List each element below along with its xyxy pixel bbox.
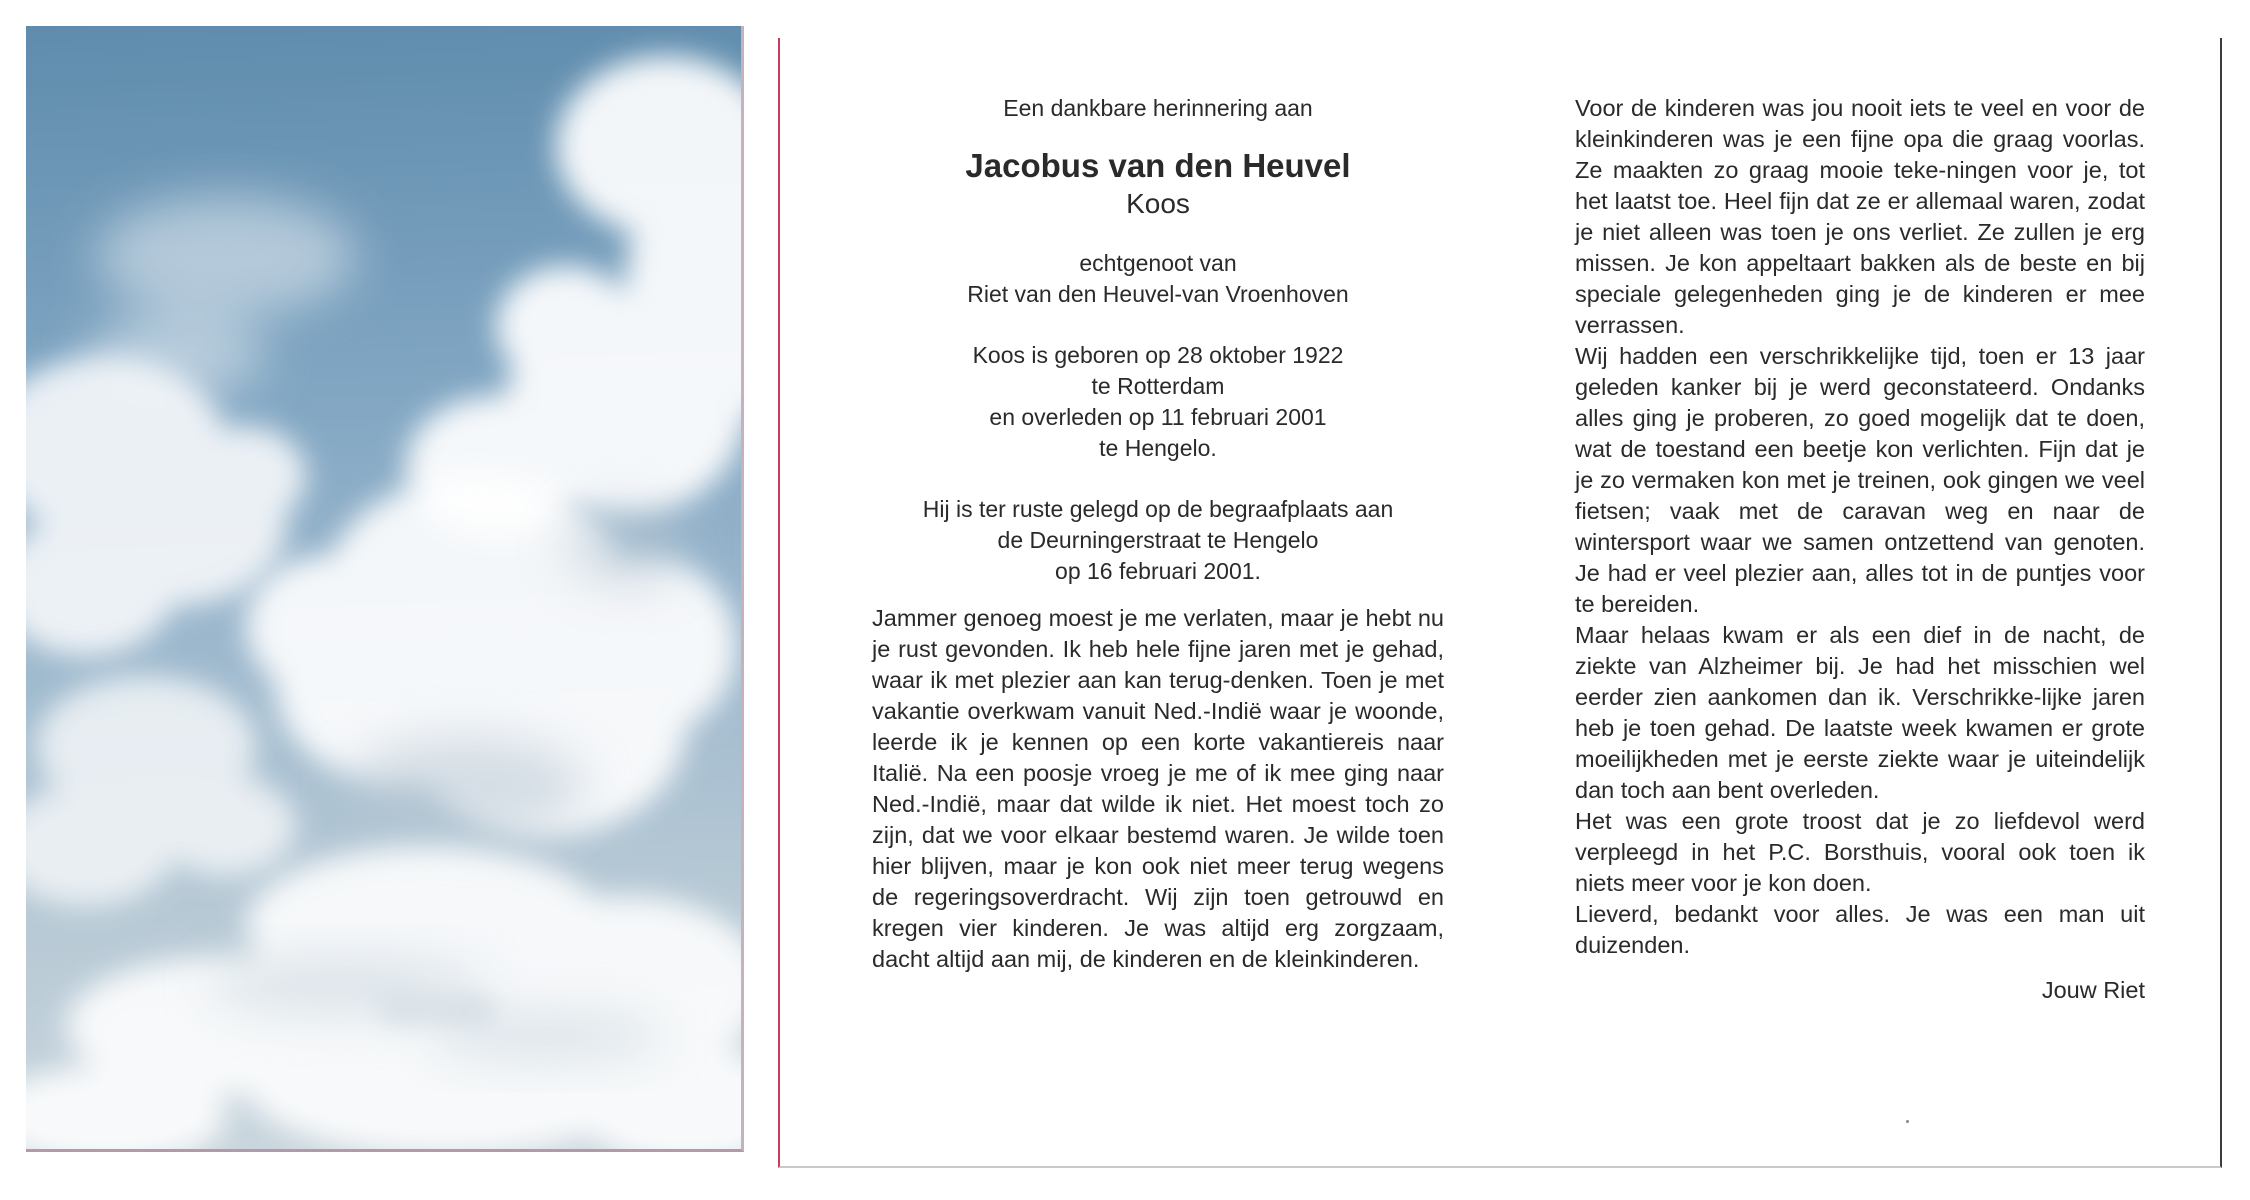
deceased-name: Jacobus van den Heuvel	[965, 147, 1351, 184]
memorial-paragraph-4: Het was een grote troost dat je zo liefdevol werd verpleegd in het P.C. Borsthuis, vooral ook toen ik niets meer voor je kon doen.	[1575, 808, 2145, 896]
deceased-nickname: Koos	[1126, 188, 1190, 219]
left-column	[872, 93, 1444, 975]
intro-line: Een dankbare herinnering aan	[1003, 95, 1313, 121]
sky-photo-card	[26, 26, 744, 1152]
memorial-text-card	[778, 38, 2222, 1168]
death-date-line: en overleden op 11 februari 2001	[989, 404, 1327, 430]
memorial-text-left: Jammer genoeg moest je me verlaten, maar je hebt nu je rust gevonden. Ik heb hele fijne jaren met je gehad, waar ik met plezier aan kan terug-denken. Toen je met vakantie overkwam vanuit Ned.-Indië waar je woonde, leerde ik je kennen op een korte vakantiereis naar Italië. Na een poosje vroeg je me of ik mee ging naar Ned.-Indië, maar dat wilde ik niet. Het moest toch zo zijn, dat we voor elkaar bestemd waren. Je wilde toen hier blijven, maar je kon ook niet meer terug wegens de regeringsoverdracht. Wij zijn toen getrouwd en kregen vier kinderen. Je was altijd erg zorgzaam, dacht altijd aan mij, de kinderen en de kleinkinderen.	[872, 605, 1444, 972]
header-block	[872, 93, 1444, 587]
signoff: Jouw Riet	[2041, 977, 2145, 1003]
spouse-name: Riet van den Heuvel-van Vroenhoven	[967, 281, 1349, 307]
right-column	[1575, 93, 2145, 1006]
memorial-paragraph-3: Maar helaas kwam er als een dief in de nacht, de ziekte van Alzheimer bij. Je had het misschien wel eerder zien aankomen dan ik. Verschrikke-lijke jaren heb je toen gehad. De laatste week kwamen er grote moeilijkheden met je eerste ziekte waar je uiteindelijk dan toch aan bent overleden.	[1575, 622, 2145, 803]
burial-line-2: de Deurningerstraat te Hengelo	[997, 527, 1319, 553]
memorial-paragraph-5: Lieverd, bedankt voor alles. Je was een man uit duizenden.	[1575, 901, 2145, 958]
clouds-illustration	[26, 26, 744, 1152]
death-place-line: te Hengelo.	[1099, 435, 1217, 461]
memorial-paragraph-2: Wij hadden een verschrikkelijke tijd, toen er 13 jaar geleden kanker bij je werd geconstateerd. Ondanks alles ging je proberen, zo goed mogelijk dat te doen, wat de toestand een beetje kon verlichten. Fijn dat je je zo vermaken kon met je treinen, ook gingen we veel fietsen; vaak met de caravan weg en naar de wintersport waar we samen ontzettend van genoten. Je had er veel plezier aan, alles tot in de puntjes voor te bereiden.	[1575, 343, 2145, 617]
birth-date-line: Koos is geboren op 28 oktober 1922	[972, 342, 1344, 368]
relation-label: echtgenoot van	[1079, 250, 1237, 276]
burial-line-1: Hij is ter ruste gelegd op de begraafplaats aan	[922, 496, 1394, 522]
birth-place-line: te Rotterdam	[1091, 373, 1225, 399]
memorial-paragraph-1: Voor de kinderen was jou nooit iets te veel en voor de kleinkinderen was je een fijne opa die graag voorlas. Ze maakten zo graag mooie teke-ningen voor je, tot het laatst toe. Heel fijn dat ze er allemaal waren, zodat je niet alleen was toen je ons verliet. Ze zullen je erg missen. Je kon appeltaart bakken als de beste en bij speciale gelegenheden ging je de kinderen er mee verrassen.	[1575, 95, 2145, 338]
paper-speck	[1906, 1120, 1909, 1123]
burial-line-3: op 16 februari 2001.	[1055, 558, 1261, 584]
